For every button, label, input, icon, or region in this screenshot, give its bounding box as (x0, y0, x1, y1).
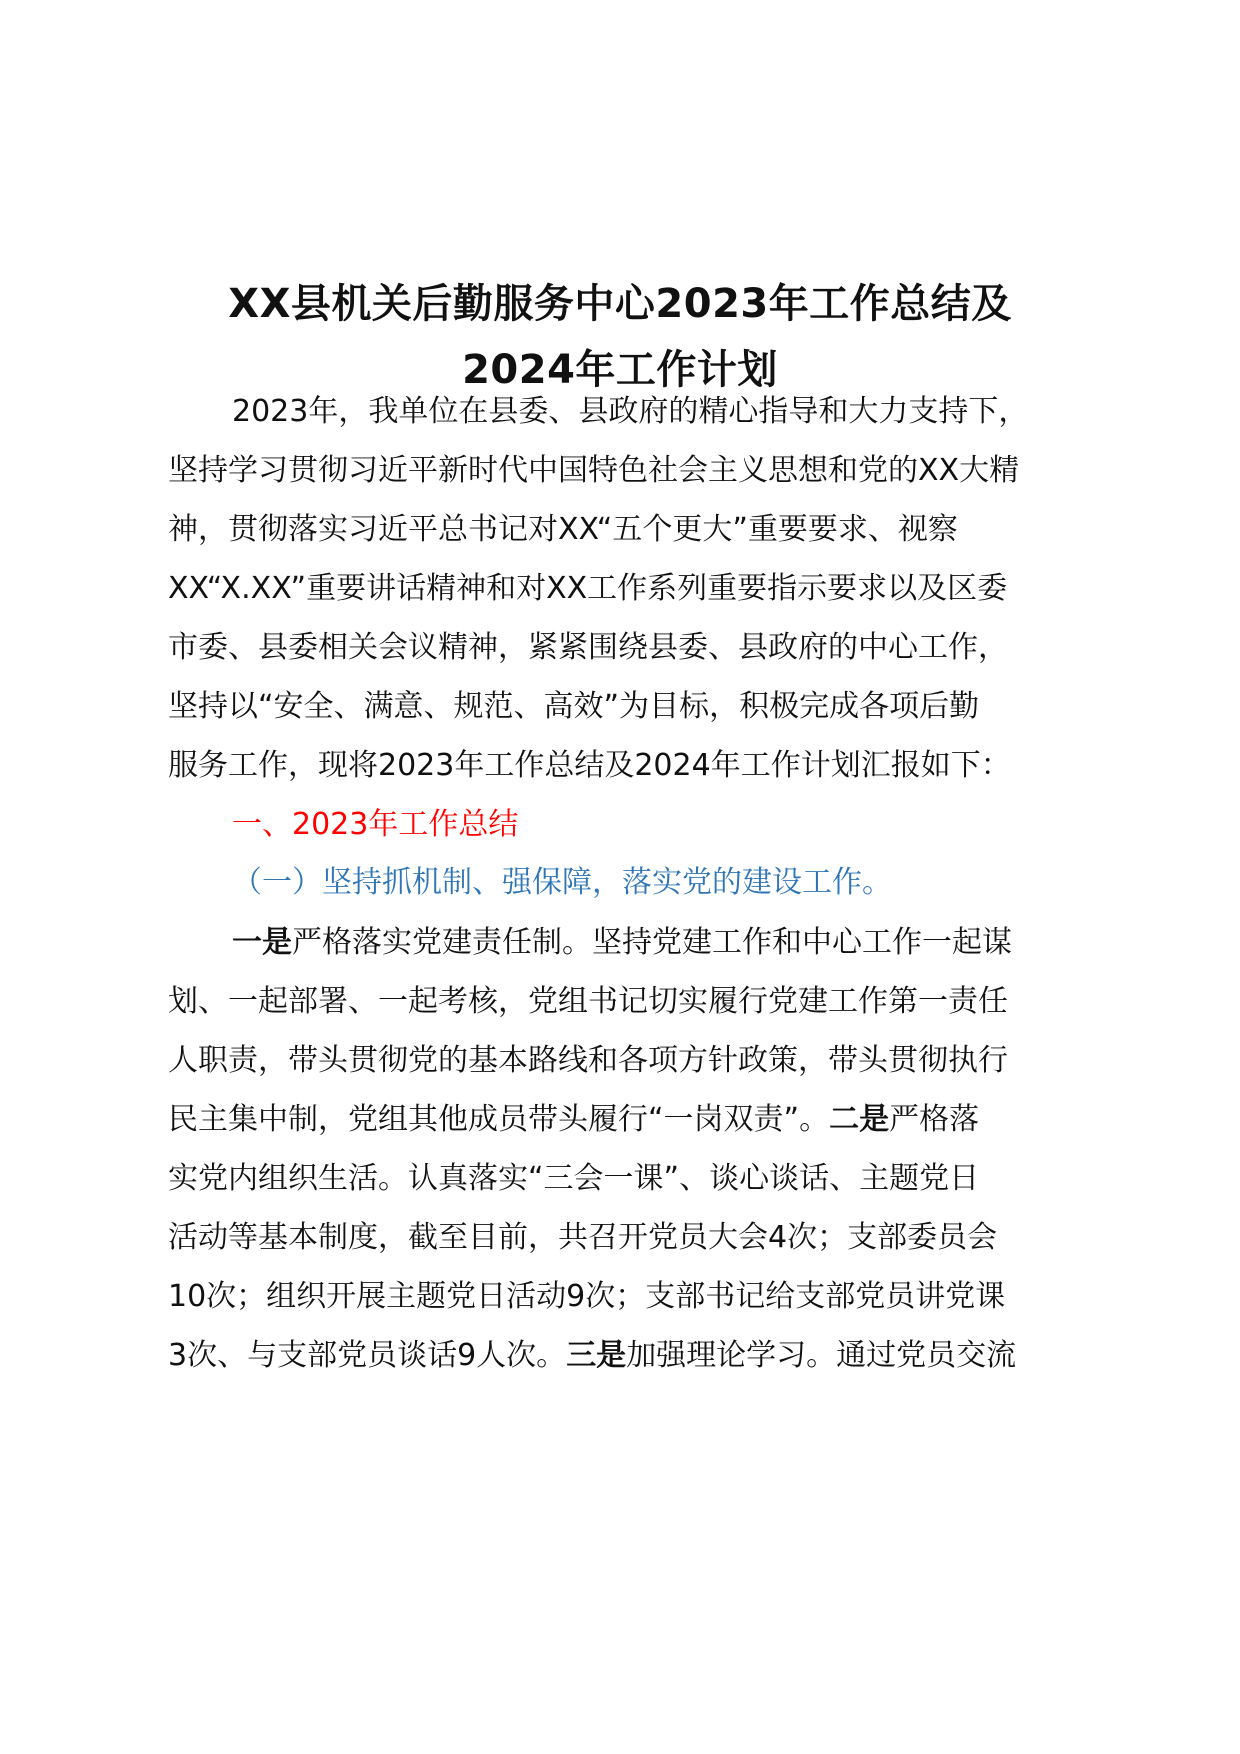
body-line-3: 人职责，带头贯彻党的基本路线和各项方针政策，带头贯彻执行 (168, 1043, 1008, 1078)
intro-line-5: 市委、县委相关会议精神，紧紧围绕县委、县政府的中心工作， (168, 630, 1008, 665)
bold-marker-first: 一是 (232, 925, 292, 960)
bold-marker-third: 三是 (566, 1338, 627, 1373)
intro-line-1: 2023年，我单位在县委、县政府的精心指导和大力支持下， (232, 394, 1029, 429)
section-heading: 一、2023年工作总结 (232, 807, 519, 842)
intro-line-2: 坚持学习贯彻习近平新时代中国特色社会主义思想和党的XX大精 (168, 453, 1020, 488)
intro-line-6: 坚持以“安全、满意、规范、高效”为目标，积极完成各项后勤 (168, 689, 980, 724)
bold-marker-second: 二是 (829, 1102, 890, 1137)
body-line-1 (232, 918, 1012, 968)
body-line-1-text: 严格落实党建责任制。坚持党建工作和中心工作一起谋 (292, 925, 1012, 960)
body-line-8-text-a: 3次、与支部党员谈话9人次。 (168, 1338, 567, 1373)
body-line-8-text-b: 加强理论学习。通过党员交流 (626, 1338, 1017, 1373)
subsection-heading: （一）坚持抓机制、强保障，落实党的建设工作。 (232, 865, 892, 900)
body-line-4-text-b: 严格落 (889, 1102, 980, 1137)
document-title-line-2: 2024年工作计划 (462, 347, 778, 393)
body-line-2: 划、一起部署、一起考核，党组书记切实履行党建工作第一责任 (168, 984, 1008, 1019)
body-line-4 (168, 1095, 979, 1145)
intro-line-7: 服务工作，现将2023年工作总结及2024年工作计划汇报如下： (168, 748, 1011, 783)
body-line-5: 实党内组织生活。认真落实“三会一课”、谈心谈话、主题党日 (168, 1161, 980, 1196)
document-title-line-1: XX县机关后勤服务中心2023年工作总结及 (228, 281, 1012, 327)
intro-line-4: XX“X.XX”重要讲话精神和对XX工作系列重要指示要求以及区委 (168, 571, 1008, 606)
body-line-6: 活动等基本制度，截至目前，共召开党员大会4次；支部委员会 (168, 1220, 998, 1255)
intro-line-3: 神，贯彻落实习近平总书记对XX“五个更大”重要要求、视察 (168, 512, 958, 547)
body-line-8 (168, 1331, 1016, 1381)
body-line-7: 10次；组织开展主题党日活动9次；支部书记给支部党员讲党课 (168, 1279, 1006, 1314)
body-line-4-text-a: 民主集中制，党组其他成员带头履行“一岗双责”。 (168, 1102, 830, 1137)
